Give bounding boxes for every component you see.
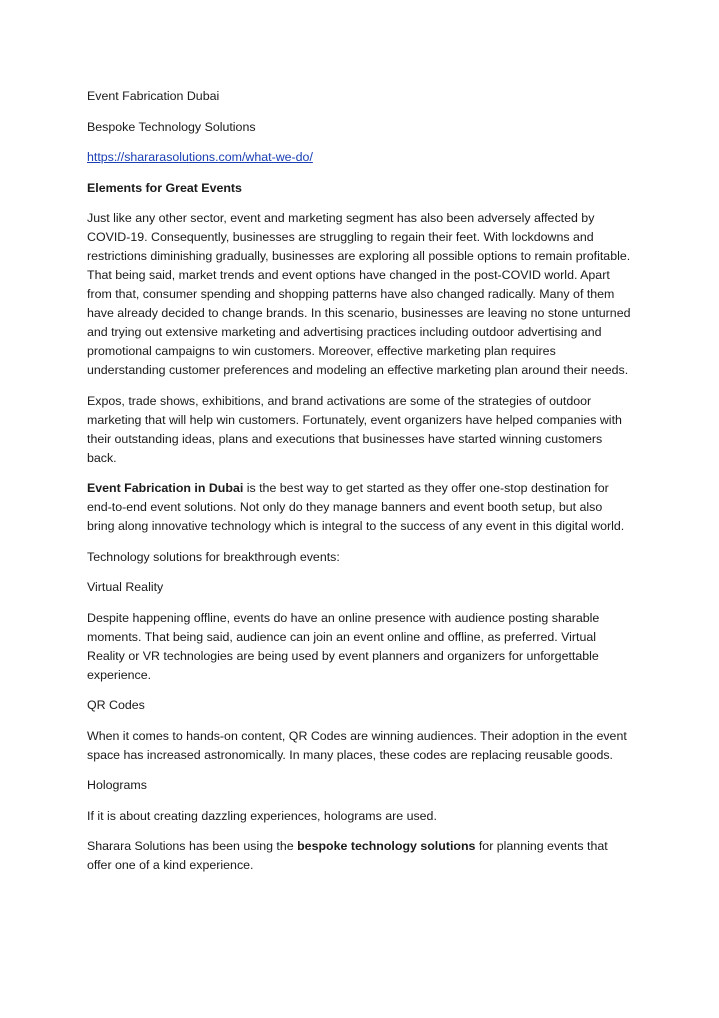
closing-bold: bespoke technology solutions — [297, 839, 476, 853]
section-heading: Elements for Great Events — [87, 180, 242, 195]
document-page — [87, 87, 632, 887]
qr-paragraph: When it comes to hands-on content, QR Codes are winning audiences. Their adoption in the event space has increased astronomically. In many places, these codes are replacing reusable goods. — [87, 728, 627, 762]
intro-paragraph: Just like any other sector, event and marketing segment has also been adversely affected by COVID-19. Consequently, businesses are struggling to regain their feet. With lockdowns and restrictions diminishing gradually, businesses are exploring all possible options to remain profitable. That being said, market trends and event options have changed in the post-COVID world. Apart from that, consumer spending and shopping patterns have also changed radically. Many of them have already decided to change brands. In this scenario, businesses are leaving no stone unturned and trying out extensive marketing and advertising practices including outdoor advertising and promotional campaigns to win customers. Moreover, effective marketing plan requires understanding customer preferences and modeling an effective marketing plan around their needs. — [87, 211, 631, 377]
closing-text-end: for planning events that offer one of a kind experience. — [87, 839, 608, 872]
event-fabrication-paragraph — [87, 479, 632, 536]
source-link[interactable]: https://shararasolutions.com/what-we-do/ — [87, 150, 313, 164]
document-subtitle-line: Bespoke Technology Solutions — [87, 119, 256, 134]
document-title-line: Event Fabrication Dubai — [87, 89, 220, 103]
vr-paragraph: Despite happening offline, events do have an online presence with audience posting sharable moments. That being said, audience can join an event online and offline, as preferred. Virtual Reality or VR technologies are being used by event planners and organizers for unforgettable experience. — [87, 610, 600, 682]
holograms-heading: Holograms — [87, 778, 147, 792]
qr-heading: QR Codes — [87, 698, 145, 712]
source-link-paragraph — [87, 148, 632, 167]
event-fabrication-bold: Event Fabrication in Dubai — [87, 481, 244, 495]
tech-intro-line: Technology solutions for breakthrough events: — [87, 549, 340, 564]
closing-text-start: Sharara Solutions has been using the — [87, 839, 298, 853]
closing-paragraph — [87, 837, 632, 875]
event-fabrication-text: is the best way to get started as they offer one-stop destination for end-to-end event solutions. Not only do they manage banners and event booth setup, but also bring along innovative technology which is integral to the success of any event in this digital world. — [87, 481, 625, 533]
vr-heading: Virtual Reality — [87, 580, 164, 594]
marketing-paragraph: Expos, trade shows, exhibitions, and brand activations are some of the strategies of outdoor marketing that will help win customers. Fortunately, event organizers have helped companies with their outstanding ideas, plans and executions that businesses have started winning customers back. — [87, 393, 622, 465]
holograms-paragraph: If it is about creating dazzling experiences, holograms are used. — [87, 808, 437, 823]
